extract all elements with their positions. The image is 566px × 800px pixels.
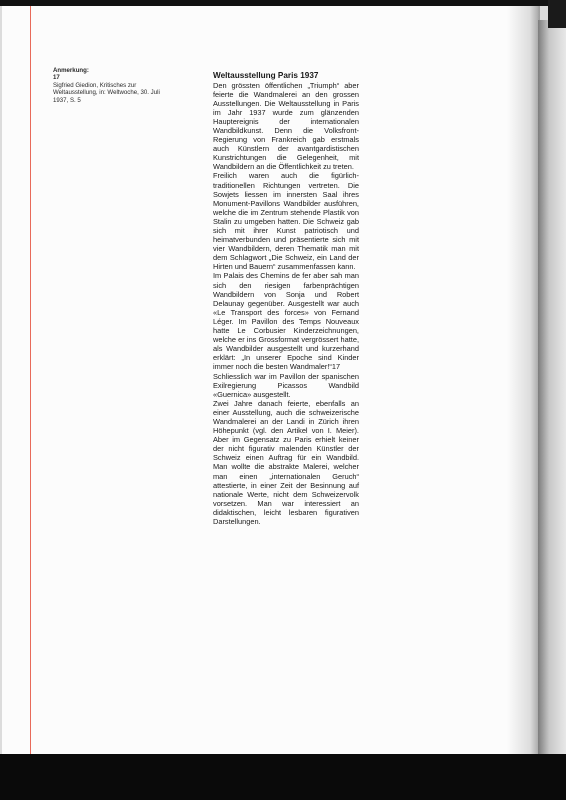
paragraph: Den grössten öffentlichen „Triumph“ aber feierte die Wandmalerei an den grossen Ausstellungen. Die Weltausstellung in Paris im Jahr 1937 wurde zum glänzenden Hauptereignis der internationalen Wandbildkunst. Denn die Volksfront-Regierung von Frankreich gab erstmals auch Künstlern der avantgardistischen Kunstrichtungen die Gelegenheit, mit Wandbildern an die Öffentlichkeit zu treten. [213, 80, 359, 172]
paragraph: Schliesslich war im Pavillon der spanischen Exilregierung Picassos Wandbild «Guernica» ausgestellt. [213, 371, 359, 399]
footnote-reference: Sigfried Giedion, Kritisches zur Weltausstellung, in: Weltwoche, 30. Juli 1937, S. 5 [53, 81, 160, 104]
paragraph: Im Palais des Chemins de fer aber sah man sich den riesigen farbenprächtigen Wandbildern von Sonja und Robert Delaunay gegenüber. Ausgestellt war auch «Le Transport des forces» von Fernand Léger. Im Pavillon des Temps Nouveaux hatte Le Corbusier Kinderzeichnungen, welche er ins Grossformat vergrössert hatte, als Wandbilder ausgestellt und kurzerhand erklärt: „In unserer Epoche sind Kinder immer noch die besten Wandmaler!“17 [213, 271, 359, 372]
scan-corner-dark [548, 0, 566, 28]
paragraph: Zwei Jahre danach feierte, ebenfalls an einer Ausstellung, auch die schweizerische Wandmalerei an der Landi in Zürich ihren Höhepunkt (vgl. den Artikel von I. Meier). Aber im Gegensatz zu Paris erhielt keiner der nicht figurativ malenden Künstler der Schweiz einen Auftrag für ein Wandbild. Man wollte die abstrakte Malerei, welcher man einen „internationalen Geruch“ attestierte, in einer Zeit der Besinnung auf nationale Werte, nicht dem Schweizervolk vorsetzen. Man war interessiert an didaktischen, leicht lesbaren figurativen Darstellungen. [213, 398, 359, 526]
facing-page-edge [538, 20, 566, 758]
page-margin-rule [30, 6, 31, 758]
scan-bottom-edge [0, 754, 566, 800]
sidenote-label: Anmerkung: [53, 67, 89, 74]
spine-shadow [507, 6, 540, 758]
paragraph: Freilich waren auch die figürlich-traditionellen Richtungen vertreten. Die Sowjets liessen im innersten Saal ihres Monument-Pavillons Wandbilder ausführen, welche die im Zentrum stehende Plastik von Stalin zu umgeben hatten. Die Schweiz gab sich mit ihrer Kunst patriotisch und heimatverbunden und präsentierte sich mit vier Wandbildern, deren Thematik man mit dem Schlagwort „Die Schweiz, ein Land der Hirten und Bauern“ zusammenfassen kann. [213, 171, 359, 272]
article-column [213, 71, 359, 526]
footnote-number: 17 [53, 74, 60, 82]
article-title: Weltausstellung Paris 1937 [213, 71, 319, 80]
sidenote [53, 67, 163, 104]
